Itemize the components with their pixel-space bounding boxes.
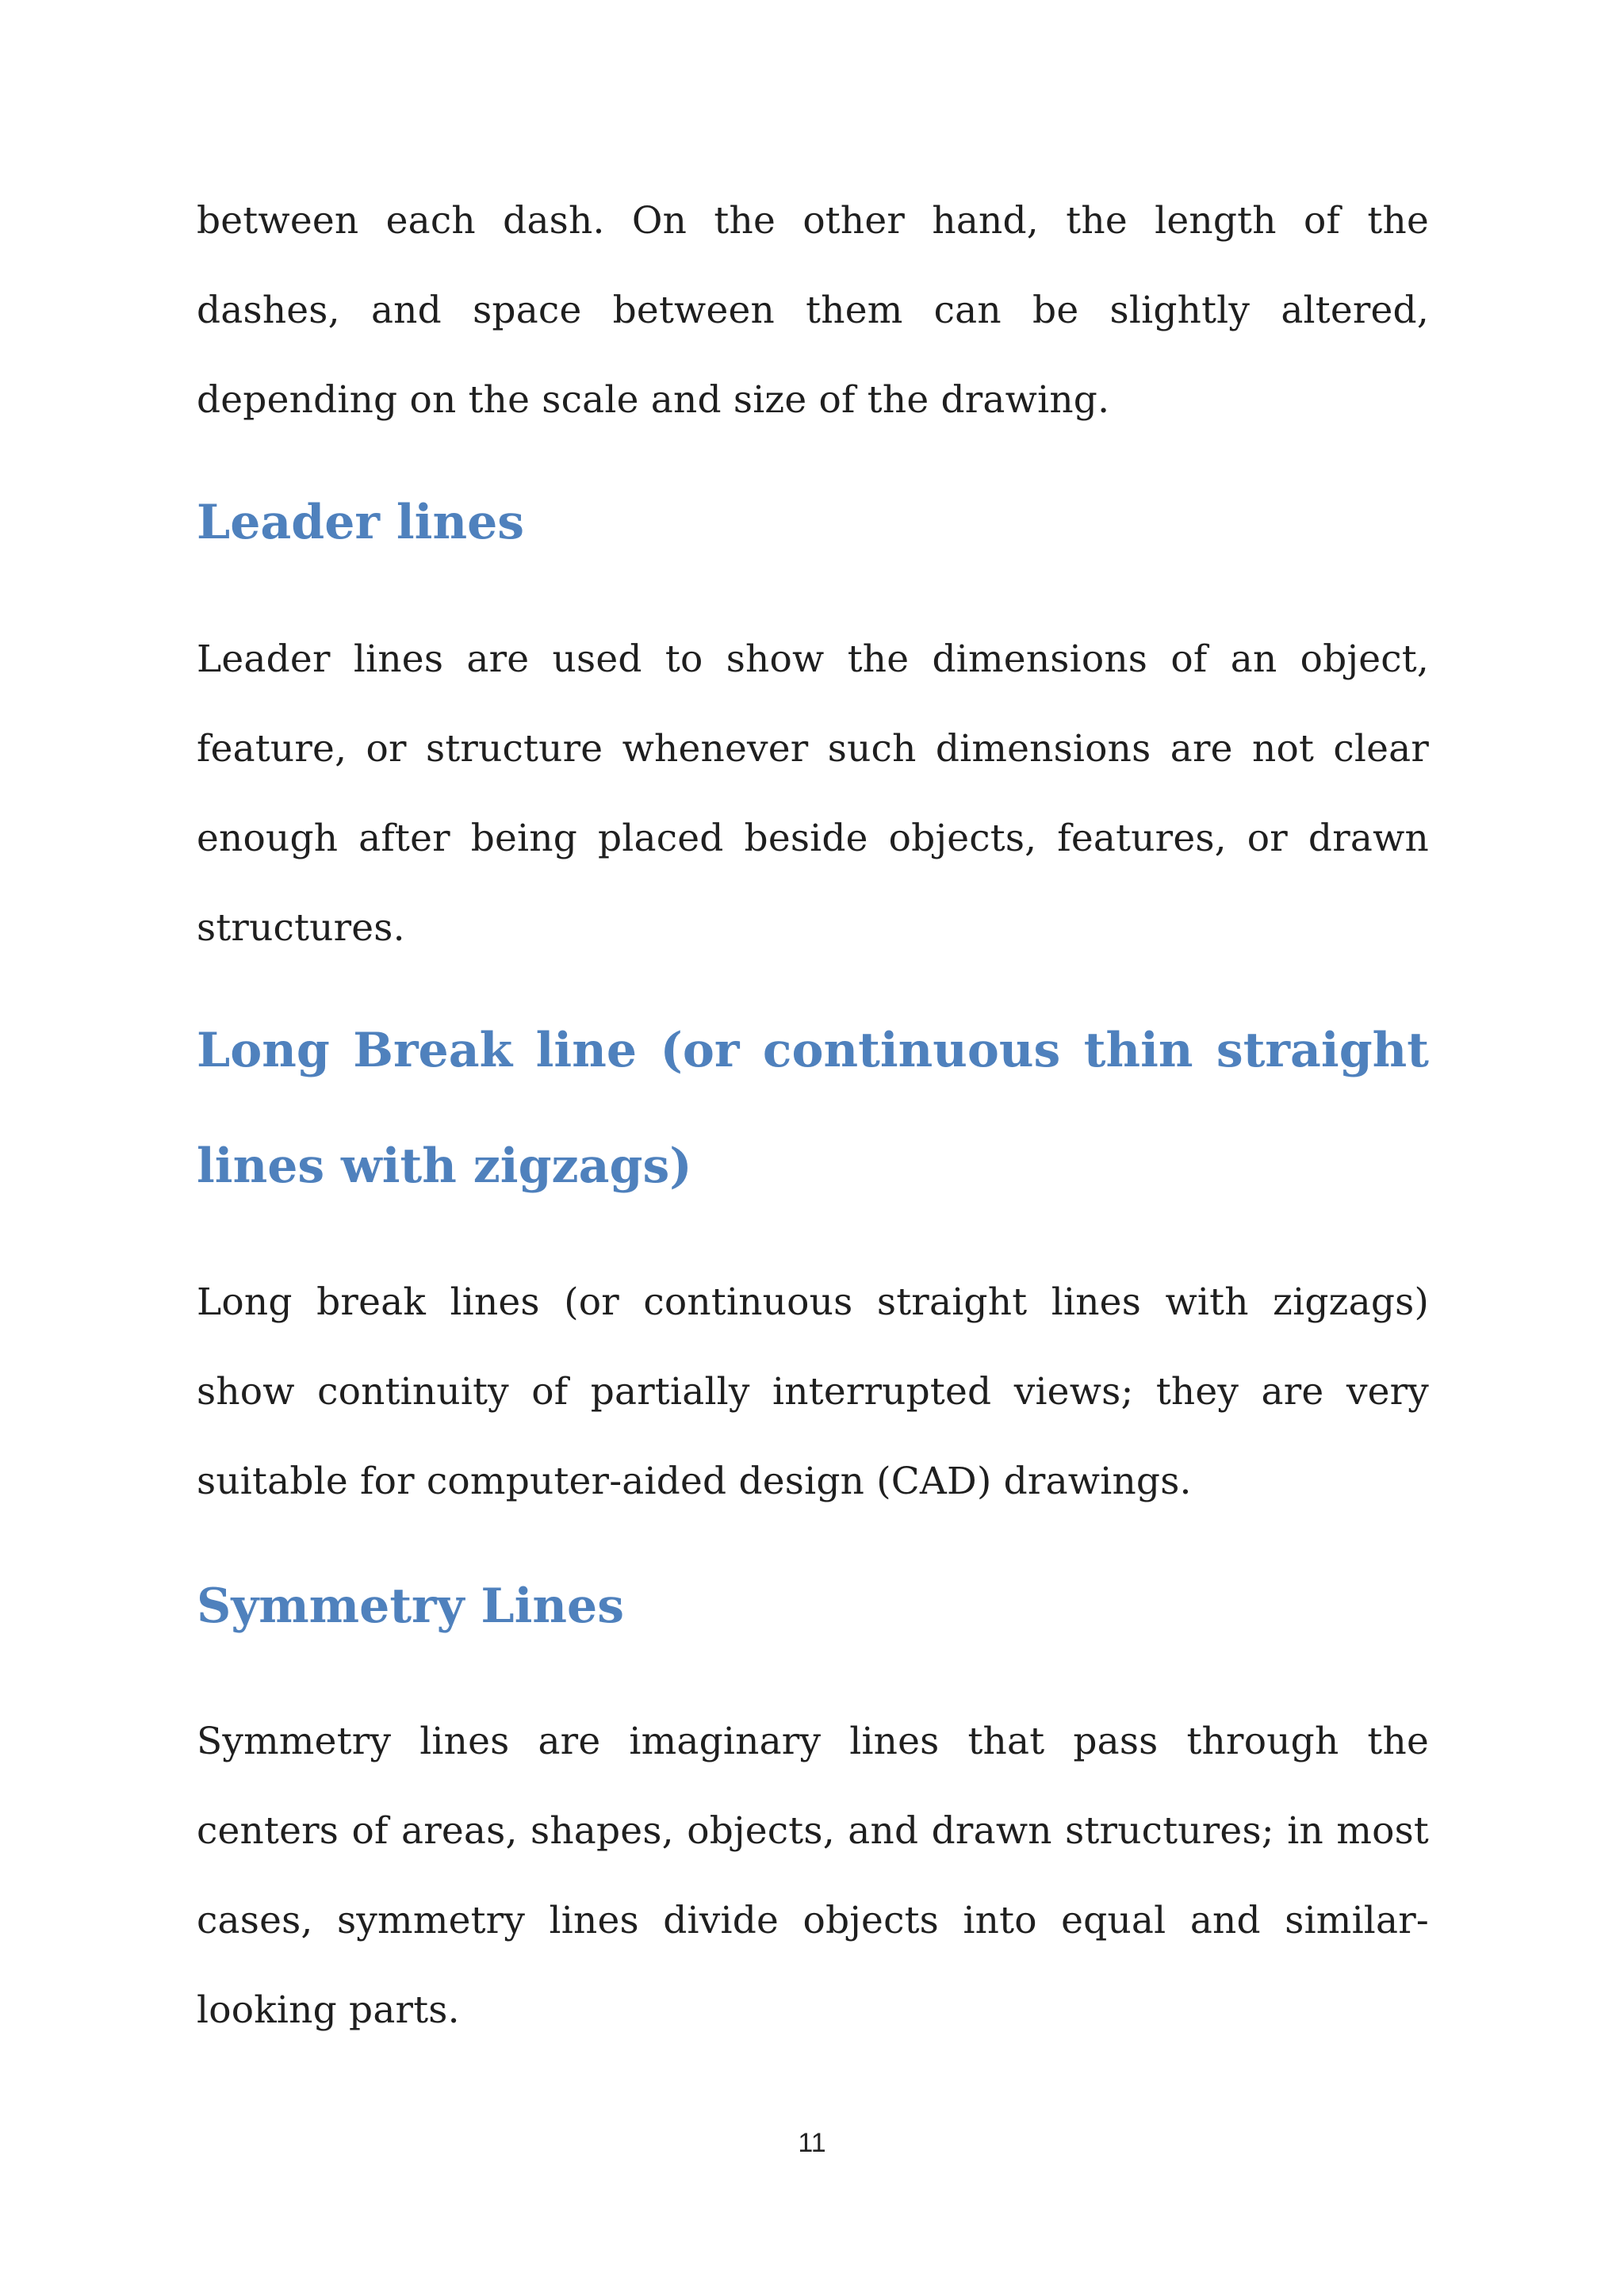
page-number: 11 — [798, 2128, 826, 2158]
section-heading-long-break-line: Long Break line (or continuous thin straight lines with zigzags) — [197, 1023, 1429, 1194]
section-body-leader-lines: Leader lines are used to show the dimensions of an object, feature, or structure whenever such dimensions are not clear enough after being placed beside objects, features, or drawn structures. — [197, 637, 1429, 950]
section-heading-leader-lines: Leader lines — [197, 495, 525, 550]
continuation-paragraph: between each dash. On the other hand, the length of the dashes, and space between them can be slightly altered, depending on the scale and size of the drawing. — [197, 199, 1429, 422]
section-heading-symmetry-lines: Symmetry Lines — [197, 1578, 624, 1634]
section-body-symmetry-lines: Symmetry lines are imaginary lines that pass through the centers of areas, shapes, objects, and drawn structures; in most cases, symmetry lines divide objects into equal and similar-looking parts. — [197, 1720, 1429, 2032]
section-body-long-break-line: Long break lines (or continuous straight lines with zigzags) show continuity of partially interrupted views; they are very suitable for computer-aided design (CAD) drawings. — [197, 1280, 1429, 1503]
